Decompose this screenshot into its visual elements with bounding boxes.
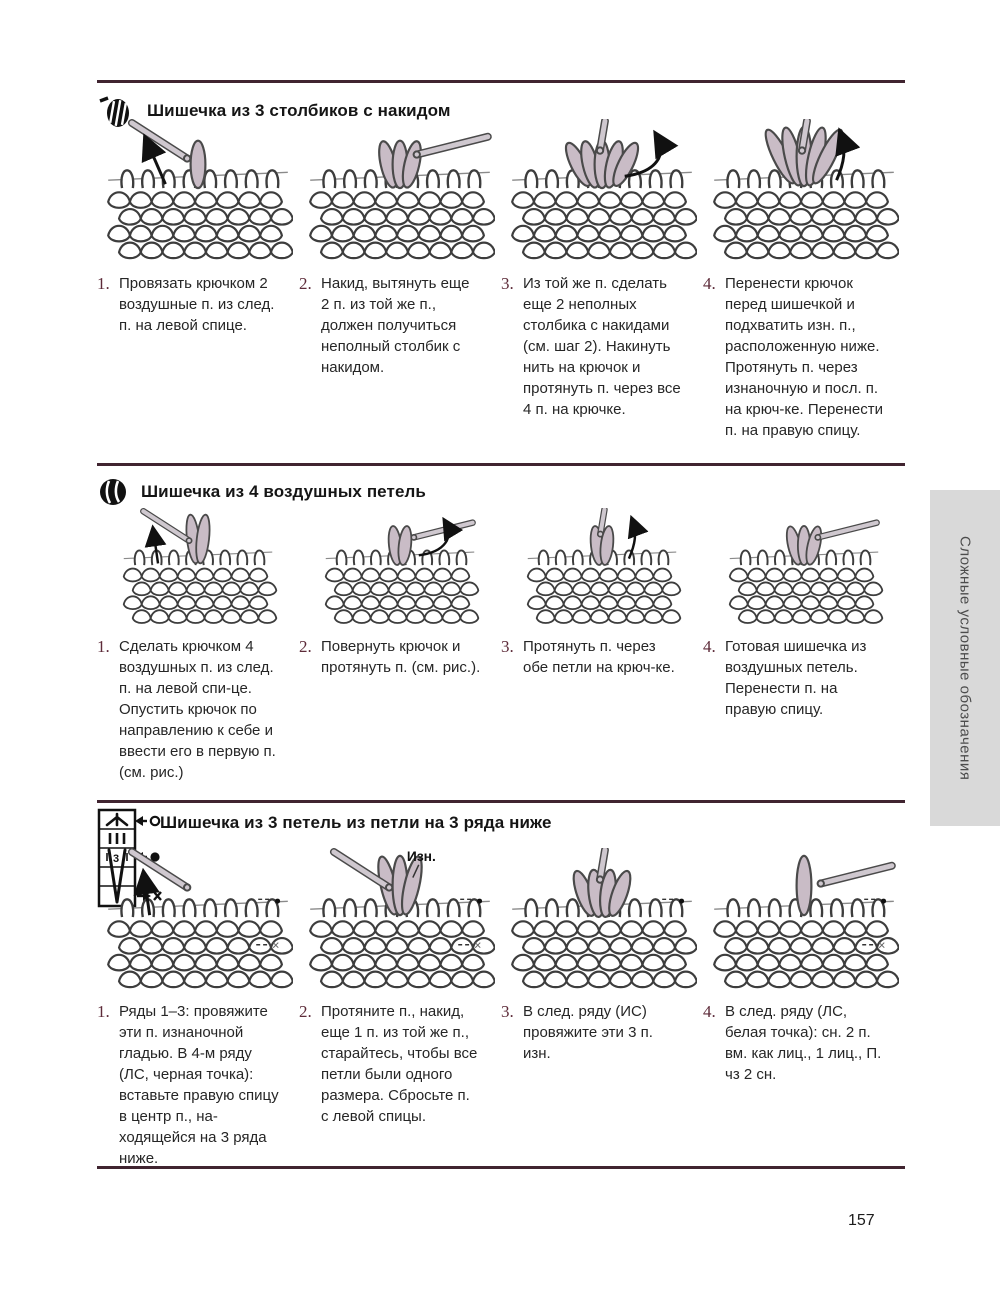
step-item <box>97 636 299 783</box>
illustration-1-1 <box>97 119 299 269</box>
step-item <box>501 1001 703 1169</box>
step-item <box>97 1001 299 1169</box>
svg-text:×: × <box>272 937 280 953</box>
sidebar-tab-label: Сложные условные обозначения <box>956 535 974 781</box>
step-number: 4. <box>703 274 716 293</box>
bottom-rule <box>97 1166 905 1169</box>
step-number: 3. <box>501 637 514 656</box>
step-number: 1. <box>97 637 110 656</box>
illustration-3-1 <box>97 848 299 998</box>
step-number: 4. <box>703 637 716 656</box>
page-number: 157 <box>848 1212 875 1229</box>
section-3-steps <box>97 1001 905 1169</box>
step-text: Повернуть крючок и протянуть п. (см. рис.). <box>321 638 481 676</box>
illustration-2-1 <box>97 508 299 632</box>
step-text: Протянуть п. через обе петли на крюч-ке. <box>523 638 675 676</box>
step-text: Ряды 1–3: провяжите эти п. изнаночной гладью. В 4-м ряду (ЛС, черная точка): вставьте правую спицу в центр п., на-ходящейся на 3 ряда ниже. <box>119 1003 279 1167</box>
section-bobble-3-rows-below <box>97 800 905 1169</box>
svg-text:●: ● <box>273 893 282 908</box>
step-number: 1. <box>97 1002 110 1021</box>
step-text: Сделать крючком 4 воздушных п. из след. п. на левой спи-це. Опустить крючок по направлению к себе и ввести его в первую п. (см. рис.) <box>119 638 276 781</box>
step-number: 3. <box>501 1002 514 1021</box>
step-number: 2. <box>299 1002 312 1021</box>
section-1-title: Шишечка из 3 столбиков с накидом <box>147 101 451 120</box>
svg-text:×: × <box>474 937 482 953</box>
step-item <box>501 636 703 783</box>
step-number: 3. <box>501 274 514 293</box>
step-item <box>703 273 905 441</box>
illustration-1-4 <box>703 119 905 269</box>
illustration-3-2 <box>299 848 501 998</box>
step-item <box>299 636 501 783</box>
step-text: Провязать крючком 2 воздушные п. из след. п. на левой спице. <box>119 275 275 334</box>
sidebar-tab <box>930 490 1000 826</box>
section-3-header <box>160 813 552 833</box>
section-2-steps <box>97 636 905 783</box>
illustration-1-2 <box>299 119 501 269</box>
section-bobble-3-dc <box>97 80 905 466</box>
illustration-2-2 <box>299 508 501 632</box>
svg-text:×: × <box>878 937 886 953</box>
section-1-illustrations <box>97 119 905 269</box>
bobble-round-icon <box>97 476 129 508</box>
step-number: 2. <box>299 637 312 656</box>
step-item <box>299 1001 501 1169</box>
section-bobble-4-chain <box>97 463 905 803</box>
step-text: Из той же п. сделать еще 2 неполных столбика с накидами (см. шаг 2). Накинуть нить на крючок и протянуть п. через все 4 п. на крючке. <box>523 275 681 418</box>
illustration-2-4 <box>703 508 905 632</box>
svg-text:●: ● <box>677 893 686 908</box>
step-number: 2. <box>299 274 312 293</box>
svg-text:●: ● <box>879 893 888 908</box>
illustration-3-3 <box>501 848 703 998</box>
step-number: 1. <box>97 274 110 293</box>
illustration-1-3 <box>501 119 703 269</box>
step-item <box>501 273 703 441</box>
step-text: Перенести крючок перед шишечкой и подхватить изн. п., расположенную ниже. Протянуть п. через изнаночную и посл. п. на крюч-ке. Перенести п. на правую спицу. <box>725 275 884 439</box>
step-item <box>703 636 905 783</box>
section-3-title: Шишечка из 3 петель из петли на 3 ряда ниже <box>160 813 552 832</box>
step-number: 4. <box>703 1002 716 1021</box>
step-item <box>703 1001 905 1169</box>
step-text: Накид, вытянуть еще 2 п. из той же п., должен получиться неполный столбик с накидом. <box>321 275 470 376</box>
step-text: В след. ряду (ЛС, белая точка): сн. 2 п. вм. как лиц., 1 лиц., П. чз 2 сн. <box>725 1003 882 1083</box>
illustration-2-3 <box>501 508 703 632</box>
svg-text:3: 3 <box>113 853 120 865</box>
svg-text:Изн.: Изн. <box>406 848 436 864</box>
step-text: Протяните п., накид, еще 1 п. из той же п., старайтесь, чтобы все петли были одного размера. Сбросьте п. с левой спицы. <box>321 1003 478 1125</box>
section-2-illustrations <box>97 508 905 632</box>
section-2-header <box>97 476 426 508</box>
section-2-title: Шишечка из 4 воздушных петель <box>141 482 426 501</box>
svg-text:●: ● <box>475 893 484 908</box>
step-item <box>299 273 501 441</box>
illustration-3-4 <box>703 848 905 998</box>
section-3-illustrations <box>97 848 905 998</box>
step-text: В след. ряду (ИС) провяжите эти 3 п. изн. <box>523 1003 653 1062</box>
step-item <box>97 273 299 441</box>
section-1-steps <box>97 273 905 441</box>
step-text: Готовая шишечка из воздушных петель. Перенести п. на правую спицу. <box>725 638 867 718</box>
